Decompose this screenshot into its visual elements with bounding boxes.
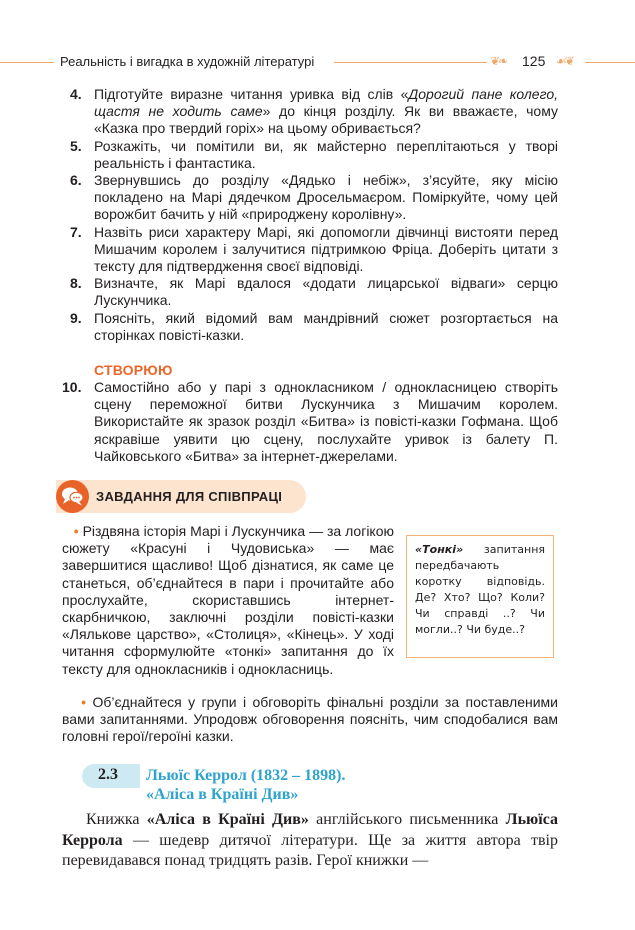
task-item [70,138,558,172]
task-number: 6. [70,172,82,189]
task-item [70,275,558,309]
task-text: Звернувшись до розділу «Дядько і небіж», з’ясуйте, яку місію покладено на Марі дядечком Дросельмаєром. Поміркуйте, чому цей ворожбит бачить у ній «природжену королівну». [94,172,558,223]
section-number: 2.3 [98,766,118,783]
task-text: Поясніть, який відомий вам мандрівний сюжет розгортається на сторінках повісті-казки. [94,309,558,343]
task-text: Розкажіть, чи помітили ви, як майстерно переплітаються у творі реальність і фантастика. [94,137,558,171]
section-title: Льюїс Керрол (1832 – 1898). «Аліса в Країні Див» [146,767,346,803]
ornament-left-icon: ❦❧ [490,54,507,68]
side-note [406,535,554,658]
task-item [70,172,558,224]
task-list [70,86,558,344]
task-text: Визначте, як Марі вдалося «додати лицарської відваги» серцю Лускунчика. [94,275,558,309]
note-text: запитання передбачають коротку відповідь. Де? Хто? Що? Коли? Чи справді ..? Чи могли..? Чи буде..? [415,543,545,636]
running-header [0,52,635,74]
task-text: Самостійно або у парі з однокласником / однокласницею створіть сцену переможної битви Лускунчика з Мишачим королем. Використайте як зразок розділ «Битва» із повісті-казки Гофмана. Щоб яскравіше уявити цю сцену, послухайте уривок із балету П. Чайковського «Битва» за інтернет-джерелами. [94,379,558,464]
task-item [70,86,558,138]
header-rule-middle [334,62,487,63]
header-rule-right [585,62,635,63]
task-number: 8. [70,275,82,292]
task-number: 10. [62,379,82,395]
header-title: Реальність і вигадка в художній літературі [60,54,315,69]
task-text: Підготуйте виразне читання уривка від слів «Дорогий пане колего, щастя не ходить саме» до кінця розділу. Як ви вважаєте, чому «Казка про твердий горіх» на цьому обривається? [94,86,558,137]
task-item-10 [62,379,558,465]
create-heading: СТВОРЮЮ [94,362,173,378]
note-term: «Тонкі» [415,543,464,556]
page-number: 125 [522,53,546,69]
task-item [70,310,558,344]
task-number: 9. [70,309,82,326]
chat-bubbles-icon [56,480,89,513]
task-number: 5. [70,137,82,154]
cooperation-title: ЗАВДАННЯ ДЛЯ СПІВПРАЦІ [96,489,283,504]
cooperation-paragraph: • Різдвяна історія Марі і Лускунчика — за логікою сюжету «Красуні і Чудовиська» — має завершитися щасливо! Щоб дізнатися, як саме це станеться, об’єднайтеся в пари і прочитайте або прослухайте, скориставшись інтернет-скарбничкою, заключні розділи повісті-казки «Лялькове царство», «Столиця», «Кінець». У ході читання сформулюйте «тонкі» запитання до їх тексту для однокласників і однокласниць. [62,523,395,677]
bullet-icon: • [81,694,87,710]
task-number: 4. [70,86,82,102]
header-rule-left [0,62,54,63]
task-item [70,224,558,276]
body-paragraph: Книжка «Аліса в Країні Див» англійського письменника Льюїса Керрола — шедевр дитячої літератури. Ще за життя автора твір перевидавався понад тридцять разів. Герої книжки — [62,811,559,869]
cooperation-paragraph: • Об’єднайтеся у групи і обговоріть фінальні розділи за поставленими вами запитаннями. Упродовж обговорення поясніть, чим сподобалися вам головні герої/героїні казки. [62,694,558,745]
task-number: 7. [70,223,82,240]
task-text: Назвіть риси характеру Марі, які допомогли дівчинці вистояти перед Мишачим королем і залучитися підтримкою Фріца. Доберіть цитати з тексту для підтвердження своєї відповіді. [94,223,558,275]
ornament-right-icon: ☙❦ [556,54,573,68]
bullet-icon: • [73,523,79,539]
